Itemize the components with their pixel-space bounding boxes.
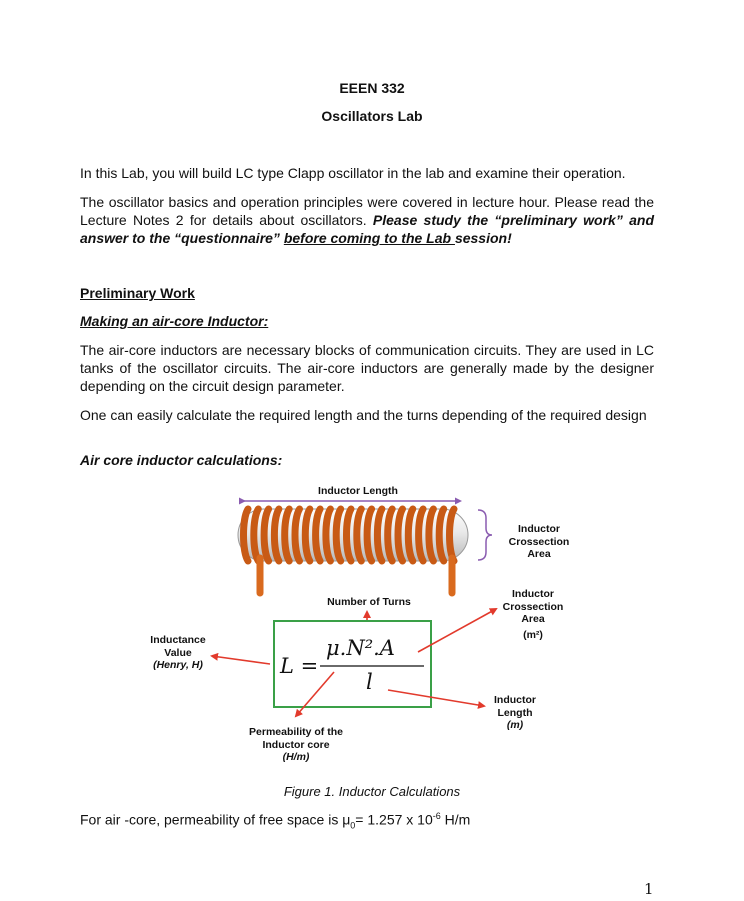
air-core-paragraph-1: The air-core inductors are necessary blocks of communication circuits. They are used in LC tanks of the oscillator circuits. The air-core inductors are generally made by the designer depending on the circuit design parameter. bbox=[80, 342, 654, 394]
preliminary-heading: Preliminary Work bbox=[80, 285, 195, 301]
label-line: Inductor core bbox=[262, 738, 330, 751]
intro-paragraph-1: In this Lab, you will build LC type Clapp oscillator in the lab and examine their operation. bbox=[80, 165, 626, 181]
label-inductor-length: Inductor Length bbox=[318, 485, 398, 497]
inductance-arrow bbox=[212, 656, 270, 664]
label-inductance-value bbox=[140, 634, 216, 672]
label-unit: (m²) bbox=[523, 628, 543, 641]
label-unit: (H/m) bbox=[282, 751, 310, 763]
label-line: Area bbox=[521, 613, 545, 625]
air-core-subheading: Making an air-core Inductor: bbox=[80, 313, 269, 329]
calc-heading: Air core inductor calculations: bbox=[80, 452, 283, 468]
formula-denominator: l bbox=[366, 670, 373, 694]
label-number-of-turns: Number of Turns bbox=[327, 596, 411, 608]
formula-numerator: μ.N².A bbox=[326, 636, 395, 660]
label-line: Crossection bbox=[502, 600, 564, 613]
label-line: Value bbox=[164, 646, 192, 659]
label-permeability bbox=[244, 726, 348, 764]
statement-text: = 1.257 x 10 bbox=[355, 811, 433, 828]
label-line: Permeability of the bbox=[249, 726, 343, 738]
area-arrow bbox=[418, 609, 496, 652]
label-line: Crossection bbox=[508, 535, 570, 548]
permeability-statement bbox=[80, 811, 470, 830]
length-arrow bbox=[388, 690, 484, 706]
label-inductor-length-right bbox=[486, 694, 544, 732]
intro-p2-underline: before coming to the Lab bbox=[283, 230, 455, 246]
air-core-paragraph-2: One can easily calculate the required length and the turns depending of the required design bbox=[80, 407, 647, 423]
label-unit: (Henry, H) bbox=[153, 659, 203, 671]
intro-p2-end: session! bbox=[454, 230, 512, 246]
course-code: EEEN 332 bbox=[339, 80, 405, 96]
statement-text: For air -core, permeability of free space is μ bbox=[80, 811, 351, 828]
page-number: 1 bbox=[644, 880, 654, 898]
label-line: Length bbox=[497, 706, 533, 719]
label-line: Inductor bbox=[494, 694, 536, 706]
statement-subscript: 0 bbox=[350, 820, 356, 831]
label-crossection-top bbox=[500, 523, 578, 561]
crossection-brace bbox=[478, 510, 492, 560]
intro-p2-bold: Please study the “preliminary work” and answer to the “questionnaire” bbox=[80, 212, 654, 246]
permeability-arrow bbox=[296, 672, 334, 716]
label-line: Inductor bbox=[518, 523, 560, 535]
statement-superscript: -6 bbox=[432, 811, 441, 821]
lab-title: Oscillators Lab bbox=[321, 108, 423, 124]
formula-lhs: L = bbox=[280, 654, 319, 678]
label-line: Area bbox=[527, 548, 551, 560]
label-unit: (m) bbox=[506, 719, 524, 731]
statement-text: H/m bbox=[440, 811, 471, 828]
figure-caption: Figure 1. Inductor Calculations bbox=[283, 784, 461, 799]
label-crossection-right bbox=[494, 588, 572, 641]
intro-p2-text: The oscillator basics and operation principles were covered in lecture hour. Please read the Lecture Notes 2 for details about oscillators. bbox=[80, 194, 654, 228]
label-line: Inductance bbox=[150, 634, 206, 646]
label-line: Inductor bbox=[512, 588, 554, 600]
